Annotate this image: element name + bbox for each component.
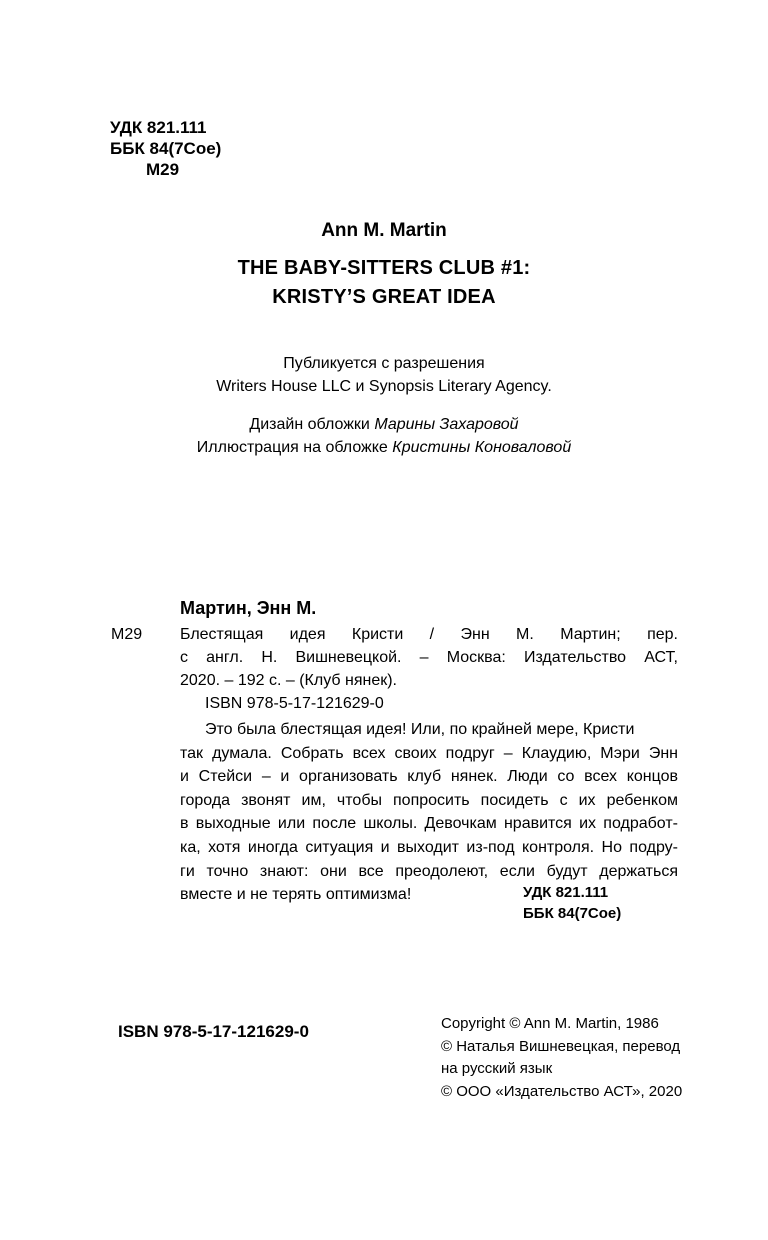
- annotation-line: ка, хотя иногда ситуация и выходит из-под контроля. Но подру-: [180, 838, 678, 856]
- permission-line-2: Writers House LLC и Synopsis Literary Agency.: [216, 378, 552, 395]
- cover-illustration-name: Кристины Коноваловой: [392, 439, 572, 456]
- bibliographic-isbn: ISBN 978-5-17-121629-0: [205, 695, 384, 712]
- original-title-line-2: KRISTY’S GREAT IDEA: [272, 286, 496, 308]
- permission-line-1: Публикуется с разрешения: [283, 355, 485, 372]
- cover-design-name: Марины Захаровой: [374, 416, 519, 433]
- cover-design-label: Дизайн обложки: [249, 416, 370, 433]
- copyright-line: Copyright © Ann M. Martin, 1986: [441, 1015, 659, 1032]
- annotation-line: так думала. Собрать всех своих подруг – Клаудию, Мэри Энн: [180, 744, 678, 762]
- annotation: [180, 718, 678, 907]
- bibliographic-description: [180, 623, 678, 692]
- copyright-line: © ООО «Издательство АСТ», 2020: [441, 1083, 683, 1101]
- udk-code: УДК 821.111: [110, 118, 207, 137]
- copyright-line: на русский язык: [441, 1060, 553, 1078]
- bbk-code: ББК 84(7Сое): [110, 139, 222, 158]
- bibliographic-line: с англ. Н. Вишневецкой. – Москва: Издательство АСТ,: [180, 649, 678, 666]
- bibliographic-line: Блестящая идея Кристи / Энн М. Мартин; пер.: [180, 626, 678, 643]
- cover-design-credit: [0, 413, 768, 436]
- copyright-line: © Наталья Вишневецкая, перевод: [441, 1037, 681, 1055]
- annotation-line: и Стейси – и организовать клуб нянек. Люди со всех концов: [180, 768, 678, 786]
- annotation-line: Это была блестящая идея! Или, по крайней мере, Кристи: [205, 721, 635, 738]
- annotation-bbk: ББК 84(7Сое): [523, 905, 622, 922]
- bibliographic-mark: М29: [111, 626, 143, 643]
- bibliographic-line: 2020. – 192 с. – (Клуб нянек).: [180, 672, 397, 689]
- author-mark: М29: [146, 160, 180, 179]
- annotation-line: вместе и не терять оптимизма!: [180, 886, 412, 904]
- original-author: Ann M. Martin: [321, 220, 447, 241]
- annotation-udk: УДК 821.111: [523, 884, 609, 901]
- cover-illustration-credit: [0, 436, 768, 459]
- bibliographic-heading: Мартин, Энн М.: [180, 598, 317, 618]
- annotation-line: в выходные или после школы. Девочкам нравится их подработ-: [180, 815, 678, 833]
- copyright-block: [441, 1013, 682, 1104]
- footer-isbn: ISBN 978-5-17-121629-0: [118, 1022, 309, 1041]
- annotation-line: ги точно знают: они все преодолеют, если будут держаться: [180, 862, 678, 880]
- cover-illustration-label: Иллюстрация на обложке: [196, 439, 388, 456]
- annotation-line: города звонят им, чтобы попросить посидеть с их ребенком: [180, 791, 678, 809]
- original-title-line-1: THE BABY-SITTERS CLUB #1:: [237, 257, 531, 279]
